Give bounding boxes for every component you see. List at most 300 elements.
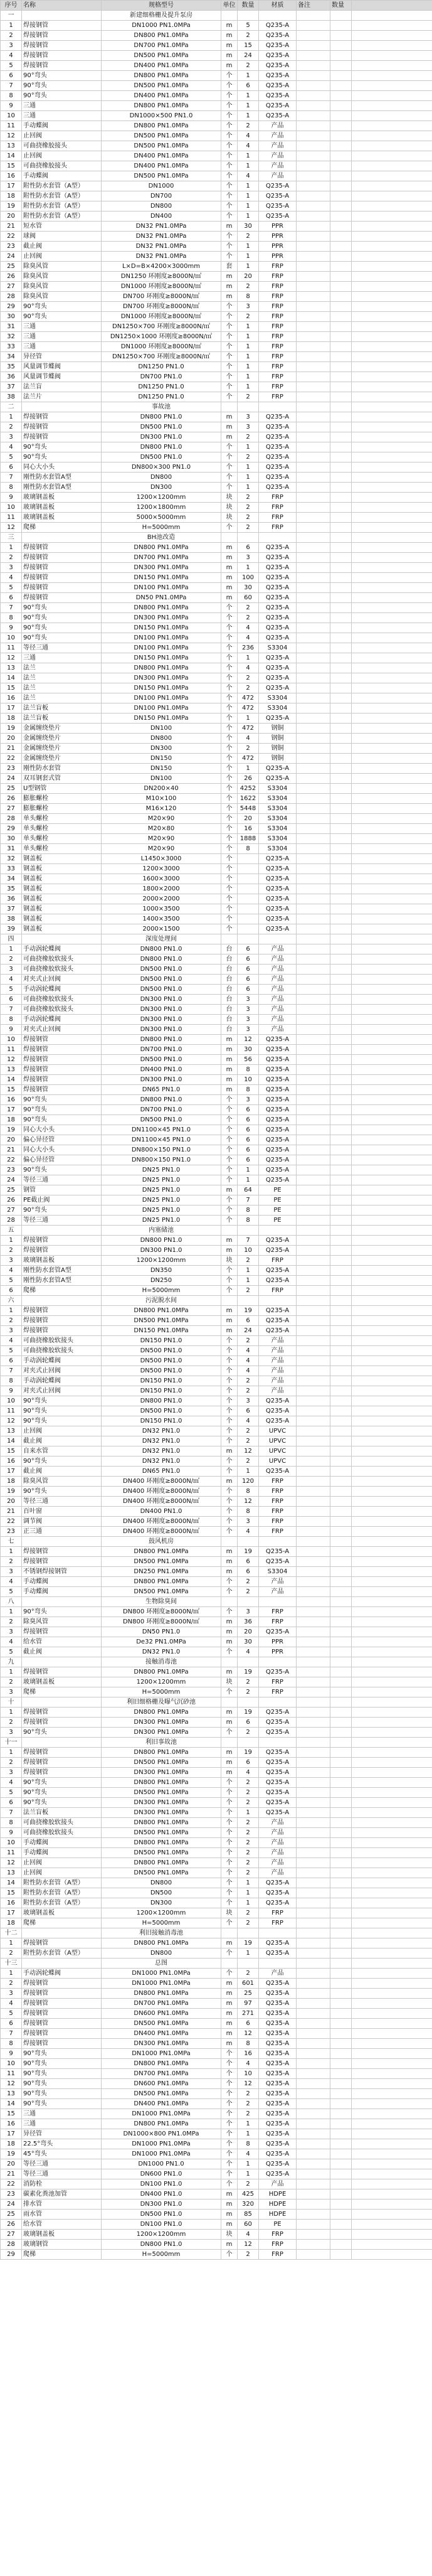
cell-quantity-2 bbox=[330, 563, 352, 573]
cell-blank bbox=[352, 1216, 432, 1226]
cell-spec: DN500 PN1.0 bbox=[102, 422, 221, 432]
cell-unit: 台 bbox=[221, 965, 238, 975]
cell-index: 20 bbox=[1, 734, 22, 744]
cell-remark bbox=[297, 372, 330, 382]
cell-index: 10 bbox=[1, 633, 22, 643]
cell-blank bbox=[352, 1165, 432, 1175]
cell-remark bbox=[297, 954, 330, 965]
cell-unit: 个 bbox=[221, 1969, 238, 1979]
cell-index: 16 bbox=[1, 1898, 22, 1908]
cell-quantity-2 bbox=[330, 533, 352, 543]
table-row bbox=[1, 864, 432, 874]
cell-name: 三通 bbox=[22, 111, 102, 121]
cell-quantity-2 bbox=[330, 713, 352, 724]
cell-material: Q235-A bbox=[259, 854, 297, 864]
cell-spec: DN500 PN1.0MPa bbox=[102, 1848, 221, 1858]
cell-material: Q235-A bbox=[259, 462, 297, 473]
cell-quantity: 19 bbox=[238, 1667, 259, 1677]
cell-material: Q235-A bbox=[259, 422, 297, 432]
table-row bbox=[1, 1999, 432, 2009]
cell-index: 4 bbox=[1, 1266, 22, 1276]
cell-index: 37 bbox=[1, 904, 22, 914]
cell-material: Q235-A bbox=[259, 874, 297, 884]
cell-name: 45°弯头 bbox=[22, 2149, 102, 2159]
cell-quantity: 6 bbox=[238, 1406, 259, 1416]
table-row bbox=[1, 1898, 432, 1908]
cell-quantity: 2 bbox=[238, 613, 259, 623]
cell-quantity-2 bbox=[330, 1969, 352, 1979]
cell-quantity bbox=[238, 533, 259, 543]
cell-name: 焊接钢管 bbox=[22, 1035, 102, 1045]
cell-spec: DN400 PN1.0MPa bbox=[102, 151, 221, 161]
cell-index: 6 bbox=[1, 593, 22, 603]
cell-unit: m bbox=[221, 282, 238, 292]
cell-quantity-2 bbox=[330, 121, 352, 131]
cell-index: 27 bbox=[1, 804, 22, 814]
cell-unit: 个 bbox=[221, 2179, 238, 2189]
cell-index: 3 bbox=[1, 1728, 22, 1738]
table-row bbox=[1, 1456, 432, 1467]
cell-name bbox=[22, 1537, 102, 1547]
cell-name: 三通 bbox=[22, 653, 102, 663]
cell-quantity: 1 bbox=[238, 101, 259, 111]
cell-material: 产品 bbox=[259, 985, 297, 995]
cell-blank bbox=[352, 1035, 432, 1045]
cell-unit: 台 bbox=[221, 1005, 238, 1015]
cell-remark bbox=[297, 1175, 330, 1185]
cell-unit: 块 bbox=[221, 493, 238, 503]
cell-index: 5 bbox=[1, 1276, 22, 1286]
cell-unit: m bbox=[221, 2220, 238, 2230]
cell-remark bbox=[297, 292, 330, 302]
cell-blank bbox=[352, 422, 432, 432]
cell-material: FRP bbox=[259, 1527, 297, 1537]
cell-spec: 5000×5000mm bbox=[102, 513, 221, 523]
cell-material: Q235-A bbox=[259, 1878, 297, 1888]
cell-material bbox=[259, 533, 297, 543]
cell-quantity-2 bbox=[330, 1416, 352, 1426]
table-row bbox=[1, 1718, 432, 1728]
cell-blank bbox=[352, 2139, 432, 2149]
cell-name: 90°弯头 bbox=[22, 1798, 102, 1808]
cell-quantity bbox=[238, 1738, 259, 1748]
cell-material: HDPE bbox=[259, 2210, 297, 2220]
cell-remark bbox=[297, 2049, 330, 2059]
cell-unit bbox=[221, 1657, 238, 1667]
cell-name: 三通 bbox=[22, 342, 102, 352]
cell-unit: m bbox=[221, 573, 238, 583]
cell-unit: m bbox=[221, 1085, 238, 1095]
table-row bbox=[1, 1326, 432, 1336]
cell-remark bbox=[297, 904, 330, 914]
cell-name: 焊接钢管 bbox=[22, 2029, 102, 2039]
cell-spec: DN800 环刚度≥8000N/㎡ bbox=[102, 1617, 221, 1627]
cell-remark bbox=[297, 593, 330, 603]
cell-quantity-2 bbox=[330, 1928, 352, 1938]
cell-name: 截止阀 bbox=[22, 242, 102, 252]
cell-quantity-2 bbox=[330, 1888, 352, 1898]
cell-spec: DN1100×45 PN1.0 bbox=[102, 1125, 221, 1135]
cell-name: 可曲挠橡胶软接头 bbox=[22, 1005, 102, 1015]
cell-name: 金属缠绕垫片 bbox=[22, 724, 102, 734]
cell-remark bbox=[297, 1798, 330, 1808]
cell-material bbox=[259, 1697, 297, 1708]
table-row bbox=[1, 633, 432, 643]
cell-name: 球阀 bbox=[22, 232, 102, 242]
cell-quantity bbox=[238, 854, 259, 864]
cell-unit: 个 bbox=[221, 1687, 238, 1697]
cell-blank bbox=[352, 1396, 432, 1406]
cell-quantity: 1 bbox=[238, 151, 259, 161]
cell-index: 13 bbox=[1, 141, 22, 151]
cell-quantity: 20 bbox=[238, 1627, 259, 1637]
cell-name: 90°弯头 bbox=[22, 2059, 102, 2069]
cell-name: 三通 bbox=[22, 322, 102, 332]
cell-spec: DN100 bbox=[102, 774, 221, 784]
cell-remark bbox=[297, 412, 330, 422]
cell-name bbox=[22, 11, 102, 21]
cell-spec: 2000×2000 bbox=[102, 894, 221, 904]
table-row bbox=[1, 1497, 432, 1507]
cell-material: Q235-A bbox=[259, 1748, 297, 1758]
table-row bbox=[1, 1075, 432, 1085]
cell-blank bbox=[352, 1697, 432, 1708]
cell-blank bbox=[352, 2039, 432, 2049]
cell-index: 13 bbox=[1, 2089, 22, 2099]
cell-index: 33 bbox=[1, 864, 22, 874]
cell-material: Q235-A bbox=[259, 1276, 297, 1286]
cell-quantity bbox=[238, 884, 259, 894]
cell-spec: DN300 PN1.0MPa bbox=[102, 673, 221, 683]
cell-index: 4 bbox=[1, 1336, 22, 1346]
cell-unit: 个 bbox=[221, 171, 238, 181]
cell-name: 等径三通 bbox=[22, 1175, 102, 1185]
cell-remark bbox=[297, 1115, 330, 1125]
cell-material: Q235-A bbox=[259, 1266, 297, 1276]
cell-quantity: 2 bbox=[238, 673, 259, 683]
cell-quantity: 8 bbox=[238, 1065, 259, 1075]
cell-index: 18 bbox=[1, 713, 22, 724]
cell-spec: 内塞储池 bbox=[102, 1226, 221, 1236]
cell-unit: 个 bbox=[221, 1798, 238, 1808]
cell-quantity-2 bbox=[330, 653, 352, 663]
cell-blank bbox=[352, 1708, 432, 1718]
cell-unit: 个 bbox=[221, 673, 238, 683]
cell-quantity-2 bbox=[330, 1366, 352, 1376]
cell-name: 偏心异径管 bbox=[22, 1135, 102, 1145]
cell-spec: DN50 PN1.0MPa bbox=[102, 593, 221, 603]
cell-name: 90°弯头 bbox=[22, 91, 102, 101]
cell-name: 钢盖板 bbox=[22, 874, 102, 884]
table-row bbox=[1, 1115, 432, 1125]
cell-spec: DN500 PN1.0 bbox=[102, 965, 221, 975]
cell-spec: DN400 PN1.0MPa bbox=[102, 161, 221, 171]
cell-name: 爬梯 bbox=[22, 1286, 102, 1296]
cell-quantity: 6 bbox=[238, 1155, 259, 1165]
cell-blank bbox=[352, 653, 432, 663]
cell-quantity-2 bbox=[330, 894, 352, 904]
cell-index: 35 bbox=[1, 362, 22, 372]
table-row bbox=[1, 2099, 432, 2109]
cell-name: 90°弯头 bbox=[22, 1607, 102, 1617]
cell-material: HDPE bbox=[259, 2199, 297, 2210]
table-row bbox=[1, 1125, 432, 1135]
table-row bbox=[1, 402, 432, 412]
cell-material: FRP bbox=[259, 513, 297, 523]
cell-material: Q235-A bbox=[259, 31, 297, 41]
cell-spec: DN800×300 PN1.0 bbox=[102, 462, 221, 473]
cell-index: 8 bbox=[1, 1818, 22, 1828]
cell-blank bbox=[352, 573, 432, 583]
cell-unit: m bbox=[221, 292, 238, 302]
cell-material: FRP bbox=[259, 362, 297, 372]
cell-name: 玻璃钢盖板 bbox=[22, 503, 102, 513]
cell-quantity: 10 bbox=[238, 1246, 259, 1256]
cell-quantity: 2 bbox=[238, 1587, 259, 1597]
cell-quantity bbox=[238, 864, 259, 874]
cell-name: 单头螺栓 bbox=[22, 814, 102, 824]
cell-spec: DN800 PN1.0 bbox=[102, 1095, 221, 1105]
cell-remark bbox=[297, 1236, 330, 1246]
cell-remark bbox=[297, 322, 330, 332]
cell-index: 6 bbox=[1, 2019, 22, 2029]
cell-quantity: 36 bbox=[238, 1617, 259, 1627]
cell-quantity-2 bbox=[330, 1627, 352, 1637]
cell-quantity: 12 bbox=[238, 2029, 259, 2039]
cell-name: 焊接钢管 bbox=[22, 61, 102, 71]
cell-blank bbox=[352, 2230, 432, 2240]
table-row bbox=[1, 1316, 432, 1326]
cell-spec: DN800 PN1.0MPa bbox=[102, 1938, 221, 1948]
cell-index: 32 bbox=[1, 854, 22, 864]
table-row bbox=[1, 211, 432, 222]
cell-remark bbox=[297, 51, 330, 61]
cell-index: 3 bbox=[1, 432, 22, 442]
cell-quantity bbox=[238, 904, 259, 914]
cell-quantity: 1 bbox=[238, 161, 259, 171]
cell-material: Q235-A bbox=[259, 623, 297, 633]
cell-blank bbox=[352, 1025, 432, 1035]
table-row bbox=[1, 292, 432, 302]
cell-remark bbox=[297, 1025, 330, 1035]
cell-blank bbox=[352, 1908, 432, 1918]
cell-quantity: 2 bbox=[238, 523, 259, 533]
cell-name: 除臭风管 bbox=[22, 1477, 102, 1487]
cell-name: 90°弯头 bbox=[22, 1205, 102, 1216]
cell-unit: 个 bbox=[221, 924, 238, 934]
cell-quantity-2 bbox=[330, 1938, 352, 1948]
table-row bbox=[1, 342, 432, 352]
cell-spec: DN800 bbox=[102, 201, 221, 211]
cell-material: 产品 bbox=[259, 161, 297, 171]
cell-spec: DN50 PN1.0 bbox=[102, 1627, 221, 1637]
cell-blank bbox=[352, 1928, 432, 1938]
cell-quantity-2 bbox=[330, 1175, 352, 1185]
cell-remark bbox=[297, 442, 330, 452]
cell-quantity: 1888 bbox=[238, 834, 259, 844]
cell-name: 可曲挠橡胶软接头 bbox=[22, 1336, 102, 1346]
cell-index: 二 bbox=[1, 402, 22, 412]
cell-remark bbox=[297, 131, 330, 141]
table-row bbox=[1, 1918, 432, 1928]
cell-quantity-2 bbox=[330, 131, 352, 141]
cell-spec: DN500 PN1.0MPa bbox=[102, 51, 221, 61]
cell-unit: 个 bbox=[221, 1778, 238, 1788]
cell-material: Q235-A bbox=[259, 1095, 297, 1105]
cell-blank bbox=[352, 41, 432, 51]
cell-index: 2 bbox=[1, 1979, 22, 1989]
table-row bbox=[1, 312, 432, 322]
cell-name: 90°弯头 bbox=[22, 452, 102, 462]
cell-spec: DN1000 PN1.0MPa bbox=[102, 21, 221, 31]
cell-quantity-2 bbox=[330, 914, 352, 924]
cell-material: FRP bbox=[259, 1497, 297, 1507]
cell-remark bbox=[297, 975, 330, 985]
table-row bbox=[1, 1808, 432, 1818]
cell-remark bbox=[297, 2099, 330, 2109]
cell-blank bbox=[352, 1045, 432, 1055]
cell-spec: DN100 PN1.0MPa bbox=[102, 693, 221, 703]
table-row bbox=[1, 1677, 432, 1687]
cell-blank bbox=[352, 1748, 432, 1758]
cell-name: 手动蝶阀 bbox=[22, 171, 102, 181]
cell-remark bbox=[297, 2240, 330, 2250]
cell-name: 同心大小头 bbox=[22, 462, 102, 473]
cell-quantity: 60 bbox=[238, 2220, 259, 2230]
cell-quantity-2 bbox=[330, 1055, 352, 1065]
table-row bbox=[1, 1185, 432, 1195]
cell-spec: DN300 PN1.0MPa bbox=[102, 1808, 221, 1818]
cell-name: 90°弯头 bbox=[22, 1095, 102, 1105]
cell-unit: 个 bbox=[221, 894, 238, 904]
table-row bbox=[1, 1276, 432, 1286]
cell-blank bbox=[352, 1858, 432, 1868]
cell-spec: DN400 环刚度≥8000N/㎡ bbox=[102, 1497, 221, 1507]
cell-unit: 个 bbox=[221, 131, 238, 141]
cell-unit: 个 bbox=[221, 2079, 238, 2089]
cell-unit: 个 bbox=[221, 1607, 238, 1617]
cell-unit: 个 bbox=[221, 643, 238, 653]
cell-remark bbox=[297, 362, 330, 372]
cell-unit: m bbox=[221, 422, 238, 432]
cell-quantity-2 bbox=[330, 2159, 352, 2169]
cell-material: Q235-A bbox=[259, 442, 297, 452]
cell-name: 焊接钢管 bbox=[22, 593, 102, 603]
table-row bbox=[1, 362, 432, 372]
cell-spec: DN300 PN1.0MPa bbox=[102, 1728, 221, 1738]
cell-material: Q235-A bbox=[259, 553, 297, 563]
cell-name: 焊接钢管 bbox=[22, 1316, 102, 1326]
cell-quantity: 85 bbox=[238, 2210, 259, 2220]
cell-blank bbox=[352, 2009, 432, 2019]
cell-index: 16 bbox=[1, 1456, 22, 1467]
table-row bbox=[1, 814, 432, 824]
table-row bbox=[1, 613, 432, 623]
cell-blank bbox=[352, 804, 432, 814]
cell-index: 5 bbox=[1, 1587, 22, 1597]
cell-quantity: 2 bbox=[238, 232, 259, 242]
cell-blank bbox=[352, 282, 432, 292]
cell-remark bbox=[297, 2129, 330, 2139]
cell-material: Q235-A bbox=[259, 1557, 297, 1567]
cell-unit: 块 bbox=[221, 503, 238, 513]
cell-material bbox=[259, 1226, 297, 1236]
cell-spec: DN500 PN1.0MPa bbox=[102, 141, 221, 151]
cell-blank bbox=[352, 1878, 432, 1888]
cell-material: UPVC bbox=[259, 1446, 297, 1456]
cell-unit: 个 bbox=[221, 1095, 238, 1105]
cell-quantity-2 bbox=[330, 473, 352, 483]
cell-remark bbox=[297, 352, 330, 362]
table-row bbox=[1, 462, 432, 473]
cell-quantity-2 bbox=[330, 141, 352, 151]
cell-blank bbox=[352, 954, 432, 965]
cell-spec: DN500 PN1.0MPa bbox=[102, 1868, 221, 1878]
cell-index: 24 bbox=[1, 774, 22, 784]
cell-name: 焊接钢管 bbox=[22, 1085, 102, 1095]
cell-material: Q235-A bbox=[259, 713, 297, 724]
cell-quantity-2 bbox=[330, 1075, 352, 1085]
cell-unit: 个 bbox=[221, 774, 238, 784]
cell-remark bbox=[297, 533, 330, 543]
cell-name: 截止阀 bbox=[22, 1467, 102, 1477]
cell-index: 23 bbox=[1, 2189, 22, 2199]
cell-quantity-2 bbox=[330, 222, 352, 232]
cell-name: 三通 bbox=[22, 2119, 102, 2129]
cell-quantity-2 bbox=[330, 764, 352, 774]
cell-index: 9 bbox=[1, 2049, 22, 2059]
cell-material: FRP bbox=[259, 1487, 297, 1497]
cell-index: 11 bbox=[1, 513, 22, 523]
cell-spec: DN1000 PN1.0MPa bbox=[102, 2049, 221, 2059]
table-row bbox=[1, 1818, 432, 1828]
cell-material: FRP bbox=[259, 503, 297, 513]
cell-blank bbox=[352, 703, 432, 713]
cell-remark bbox=[297, 312, 330, 322]
cell-name: 焊接钢管 bbox=[22, 31, 102, 41]
cell-name: 同心大小头 bbox=[22, 1145, 102, 1155]
cell-unit: 块 bbox=[221, 513, 238, 523]
cell-quantity-2 bbox=[330, 593, 352, 603]
cell-material: 产品 bbox=[259, 1025, 297, 1035]
table-row bbox=[1, 422, 432, 432]
cell-name: 消防栓 bbox=[22, 2179, 102, 2189]
cell-quantity: 2 bbox=[238, 1577, 259, 1587]
cell-unit: 个 bbox=[221, 1587, 238, 1597]
cell-remark bbox=[297, 995, 330, 1005]
cell-name: 对夹式止回阀 bbox=[22, 1025, 102, 1035]
cell-index: 6 bbox=[1, 1356, 22, 1366]
cell-quantity: 20 bbox=[238, 272, 259, 282]
cell-quantity-2 bbox=[330, 81, 352, 91]
cell-index: 12 bbox=[1, 131, 22, 141]
table-row bbox=[1, 1587, 432, 1597]
cell-unit: 个 bbox=[221, 884, 238, 894]
cell-blank bbox=[352, 764, 432, 774]
cell-spec: DN65 PN1.0 bbox=[102, 1467, 221, 1477]
cell-material: Q235-A bbox=[259, 1768, 297, 1778]
cell-index: 28 bbox=[1, 1216, 22, 1226]
cell-remark bbox=[297, 252, 330, 262]
cell-spec: M20×80 bbox=[102, 824, 221, 834]
cell-remark bbox=[297, 1005, 330, 1015]
cell-name: 90°弯头 bbox=[22, 603, 102, 613]
cell-blank bbox=[352, 1517, 432, 1527]
cell-remark bbox=[297, 754, 330, 764]
cell-remark bbox=[297, 452, 330, 462]
cell-name: 玻璃钢盖板 bbox=[22, 2230, 102, 2240]
cell-name: 焊接钢管 bbox=[22, 432, 102, 442]
